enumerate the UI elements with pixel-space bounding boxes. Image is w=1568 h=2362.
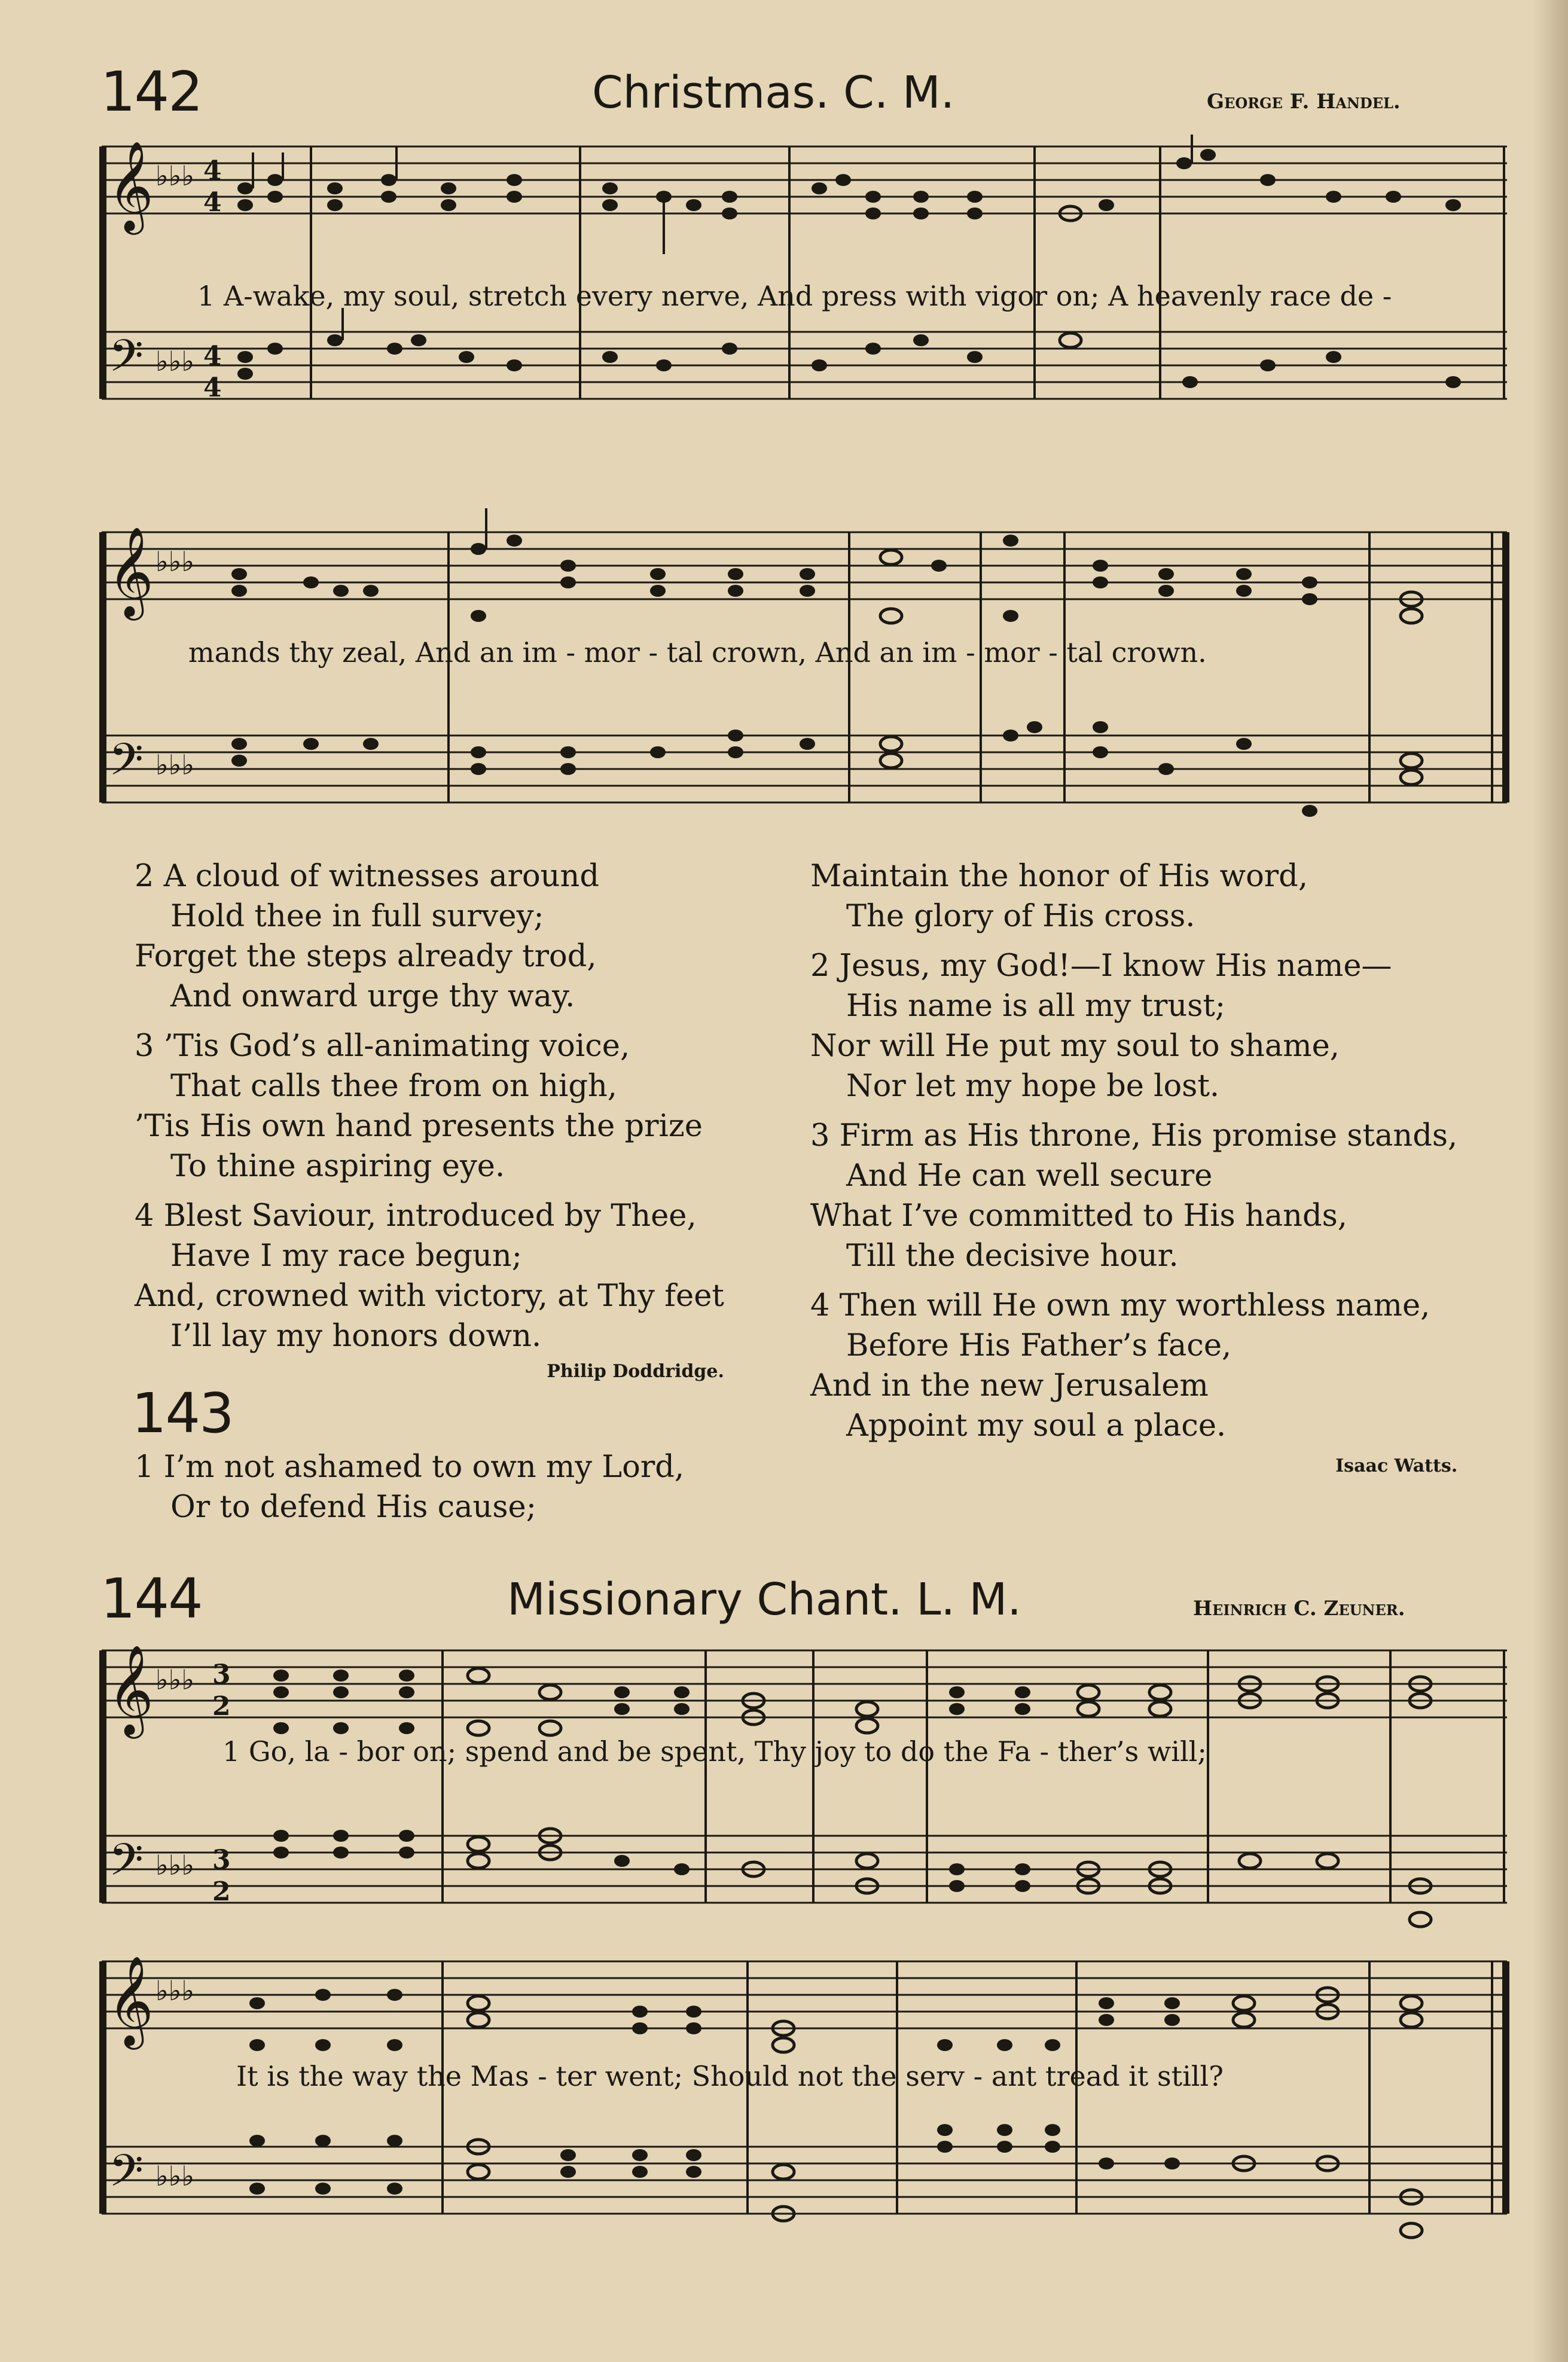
- lyrics-144-line-2: It is the way the Mas - ter went; Should not the serv - ant tread it still?: [236, 2060, 1224, 2092]
- composer-144: Heinrich C. Zeuner.: [1193, 1597, 1405, 1621]
- svg-text:3: 3: [212, 1659, 231, 1690]
- verse-line: To thine aspiring eye.: [170, 1149, 505, 1184]
- notes-treble: [273, 1668, 1431, 1735]
- verse-line: Nor will He put my soul to shame,: [810, 1029, 1340, 1064]
- composer-142: George F. Handel.: [1207, 90, 1401, 114]
- svg-text:3: 3: [212, 1845, 231, 1875]
- author-143: Isaac Watts.: [1335, 1455, 1458, 1476]
- svg-text:♭♭♭: ♭♭♭: [155, 749, 195, 781]
- svg-text:𝄢: 𝄢: [109, 2145, 144, 2208]
- verse-line: Before His Father’s face,: [846, 1328, 1232, 1363]
- verse-line: Till the decisive hour.: [846, 1238, 1179, 1274]
- svg-text:𝄢: 𝄢: [109, 734, 144, 797]
- verse-line: Hold thee in full survey;: [170, 899, 544, 934]
- svg-text:𝄞: 𝄞: [108, 1644, 154, 1735]
- verse-line: Nor let my hope be lost.: [846, 1069, 1220, 1104]
- verse-line: And, crowned with victory, at Thy feet: [135, 1278, 724, 1314]
- treble-staff: [102, 1955, 1507, 2050]
- treble-staff: [102, 1644, 1507, 1739]
- hymn-number-144: 144: [100, 1567, 202, 1631]
- verse-line: Forget the steps already trod,: [135, 939, 597, 974]
- svg-text:♭♭♭: ♭♭♭: [155, 1849, 195, 1881]
- svg-text:4: 4: [203, 187, 222, 218]
- svg-text:𝄢: 𝄢: [109, 1834, 144, 1897]
- verse-line: 3 ’Tis God’s all-animating voice,: [135, 1029, 630, 1064]
- svg-text:2: 2: [212, 1876, 231, 1907]
- svg-text:𝄞: 𝄞: [108, 140, 154, 231]
- svg-text:♭♭♭: ♭♭♭: [155, 345, 195, 377]
- bass-staff: [102, 1834, 1507, 1907]
- verse-line: Have I my race begun;: [170, 1238, 522, 1274]
- author-142: Philip Doddridge.: [547, 1361, 724, 1382]
- hymn-number-143: 143: [132, 1381, 233, 1445]
- bass-staff: [102, 2145, 1507, 2214]
- svg-text:♭♭♭: ♭♭♭: [155, 2160, 195, 2192]
- hymn-number-142: 142: [100, 60, 202, 124]
- svg-text:♭♭♭: ♭♭♭: [155, 1664, 195, 1696]
- svg-text:4: 4: [203, 155, 222, 186]
- verses-143-right-column: [810, 856, 1457, 1486]
- verse-line: 2 Jesus, my God!—I know His name—: [810, 948, 1392, 984]
- verse-line: I’ll lay my honors down.: [170, 1319, 542, 1354]
- notes-bass: [273, 1829, 1431, 1927]
- svg-text:4: 4: [203, 341, 222, 371]
- music-system-144-2: [96, 1949, 1519, 2296]
- verses-143-left-column: [135, 1447, 684, 1527]
- hymn-title-144: Missionary Chant. L. M.: [507, 1574, 1021, 1625]
- verse-line: Or to defend His cause;: [170, 1490, 536, 1525]
- svg-text:2: 2: [212, 1691, 231, 1722]
- svg-text:♭♭♭: ♭♭♭: [155, 160, 195, 192]
- treble-staff: [102, 140, 1507, 235]
- notes-treble: [249, 1988, 1422, 2052]
- verse-line: The glory of His cross.: [846, 899, 1195, 934]
- svg-text:♭♭♭: ♭♭♭: [155, 1975, 195, 2007]
- bass-staff: [102, 330, 1507, 403]
- verse-line: What I’ve committed to His hands,: [810, 1198, 1347, 1234]
- verse-line: His name is all my trust;: [846, 988, 1226, 1024]
- lyrics-144-line-1: 1 Go, la - bor on; spend and be spent, Thy joy to do the Fa - ther’s will;: [222, 1735, 1207, 1768]
- lyrics-142-line-1: 1 A-wake, my soul, stretch every nerve, And press with vigor on; A heavenly race de -: [197, 280, 1392, 312]
- verse-line: 4 Blest Saviour, introduced by Thee,: [135, 1198, 697, 1234]
- svg-text:4: 4: [203, 373, 222, 403]
- verse-line: Maintain the honor of His word,: [810, 859, 1308, 894]
- hymn-title-142: Christmas. C. M.: [592, 67, 955, 118]
- svg-text:♭♭♭: ♭♭♭: [155, 545, 195, 578]
- svg-text:𝄞: 𝄞: [108, 526, 154, 617]
- verse-line: Appoint my soul a place.: [846, 1408, 1227, 1444]
- verse-line: 3 Firm as His throne, His promise stands,: [810, 1118, 1458, 1153]
- verse-line: And He can well secure: [846, 1158, 1213, 1194]
- music-system-144-1: [96, 1638, 1519, 1997]
- lyrics-142-line-2: mands thy zeal, And an im - mor - tal crown, And an im - mor - tal crown.: [188, 636, 1207, 669]
- music-system-142-2: [96, 496, 1519, 843]
- verse-line: And onward urge thy way.: [170, 979, 575, 1014]
- page-edge-shadow: [1532, 0, 1568, 2362]
- verse-line: And in the new Jerusalem: [810, 1368, 1209, 1403]
- verses-142-column: [135, 856, 724, 1391]
- svg-text:𝄢: 𝄢: [109, 330, 144, 393]
- verse-line: 4 Then will He own my worthless name,: [810, 1288, 1430, 1323]
- verse-line: 2 A cloud of witnesses around: [135, 859, 600, 894]
- verse-line: ’Tis His own hand presents the prize: [135, 1109, 703, 1144]
- music-system-142-1: [96, 135, 1519, 505]
- svg-text:𝄞: 𝄞: [108, 1955, 154, 2046]
- verse-line: 1 I’m not ashamed to own my Lord,: [135, 1449, 685, 1485]
- barlines: [443, 1650, 1504, 1903]
- notes-treble: [237, 135, 1461, 254]
- verse-line: That calls thee from on high,: [170, 1069, 618, 1104]
- barlines: [311, 147, 1504, 399]
